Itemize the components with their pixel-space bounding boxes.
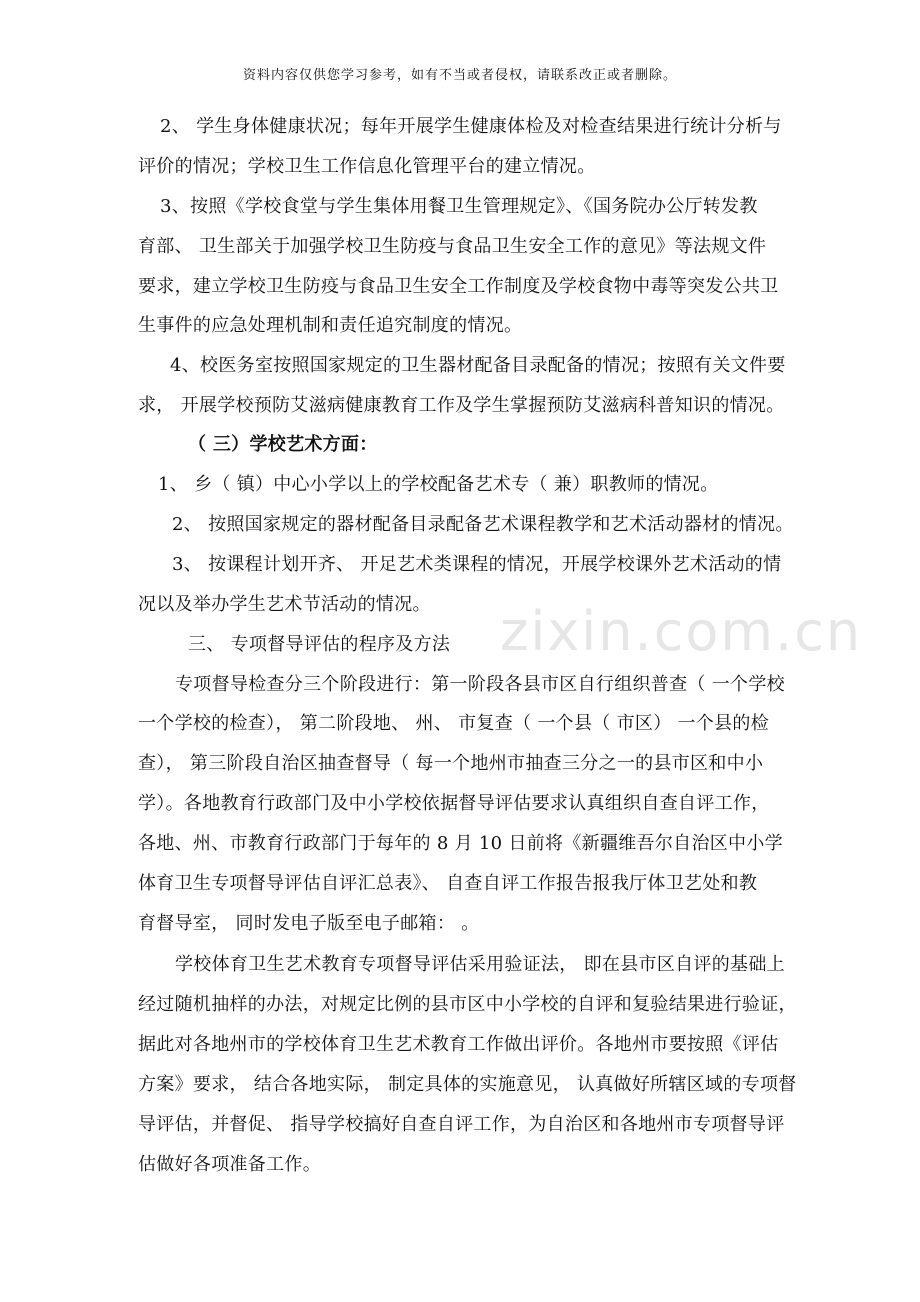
body-line: 1、 乡（ 镇）中心小学以上的学校配备艺术专（ 兼）职教师的情况。: [158, 474, 719, 495]
body-line: 经过随机抽样的办法，对规定比例的县市区中小学校的自评和复验结果进行验证，: [138, 994, 797, 1015]
body-line: 导评估，并督促、 指导学校搞好自查自评工作，为自治区和各地州市专项督导评: [138, 1114, 785, 1135]
header-disclaimer: 资料内容仅供您学习参考，如有不当或者侵权，请联系改正或者删除。: [242, 68, 677, 83]
body-line: 估做好各项准备工作。: [138, 1154, 321, 1175]
body-line: 方案》要求， 结合各地实际， 制定具体的实施意见， 认真做好所辖区域的专项督: [138, 1074, 797, 1095]
body-line: 评价的情况；学校卫生工作信息化管理平台的建立情况。: [138, 156, 596, 177]
body-line: 各地、州、市教育行政部门于每年的 8 月 10 日前将《新疆维吾尔自治区中小学: [138, 833, 783, 854]
body-line: 要求，建立学校卫生防疫与食品卫生安全工作制度及学校食物中毒等突发公共卫: [138, 276, 779, 297]
body-line: 求， 开展学校预防艾滋病健康教育工作及学生掌握预防艾滋病科普知识的情况。: [138, 395, 785, 416]
body-line: 育督导室， 同时发电子版至电子邮箱： 。: [138, 913, 480, 934]
body-line: 专项督导检查分三个阶段进行：第一阶段各县市区自行组织普查（ 一个学校: [175, 674, 785, 695]
section-heading: （ 三）学校艺术方面：: [188, 434, 378, 455]
body-line: 一个学校的检查）， 第二阶段地、 州、 市复查（ 一个县（ 市区） 一个县的检: [138, 713, 770, 734]
body-line: 2、 学生身体健康状况；每年开展学生健康体检及对检查结果进行统计分析与: [160, 116, 782, 137]
body-line: 况以及举办学生艺术节活动的情况。: [138, 594, 431, 615]
body-line: 体育卫生专项督导评估自评汇总表》、 自查自评工作报告报我厅体卫艺处和教: [138, 873, 758, 894]
watermark: zixin.com.cn: [500, 600, 863, 663]
body-line: 学校体育卫生艺术教育专项督导评估采用验证法， 即在县市区自评的基础上: [175, 954, 785, 975]
body-line: 育部、 卫生部关于加强学校卫生防疫与食品卫生安全工作的意见》等法规文件: [138, 236, 767, 257]
body-line: 3、 按课程计划开齐、 开足艺术类课程的情况，开展学校课外艺术活动的情: [172, 554, 782, 575]
section-heading: 三、 专项督导评估的程序及方法: [188, 634, 451, 655]
body-line: 据此对各地州市的学校体育卫生艺术教育工作做出评价。各地州市要按照《评估: [138, 1034, 779, 1055]
body-line: 生事件的应急处理机制和责任追究制度的情况。: [138, 315, 523, 336]
body-line: 2、 按照国家规定的器材配备目录配备艺术课程教学和艺术活动器材的情况。: [172, 514, 794, 535]
body-line: 学）。各地教育行政部门及中小学校依据督导评估要求认真组织自查自评工作，: [138, 793, 770, 814]
body-line: 3、按照《学校食堂与学生集体用餐卫生管理规定》、《国务院办公厅转发教: [160, 196, 758, 217]
body-line: 查）， 第三阶段自治区抽查督导（ 每一个地州市抽查三分之一的县市区和中小: [138, 753, 764, 774]
body-line: 4、校医务室按照国家规定的卫生器材配备目录配备的情况；按照有关文件要: [170, 355, 786, 376]
